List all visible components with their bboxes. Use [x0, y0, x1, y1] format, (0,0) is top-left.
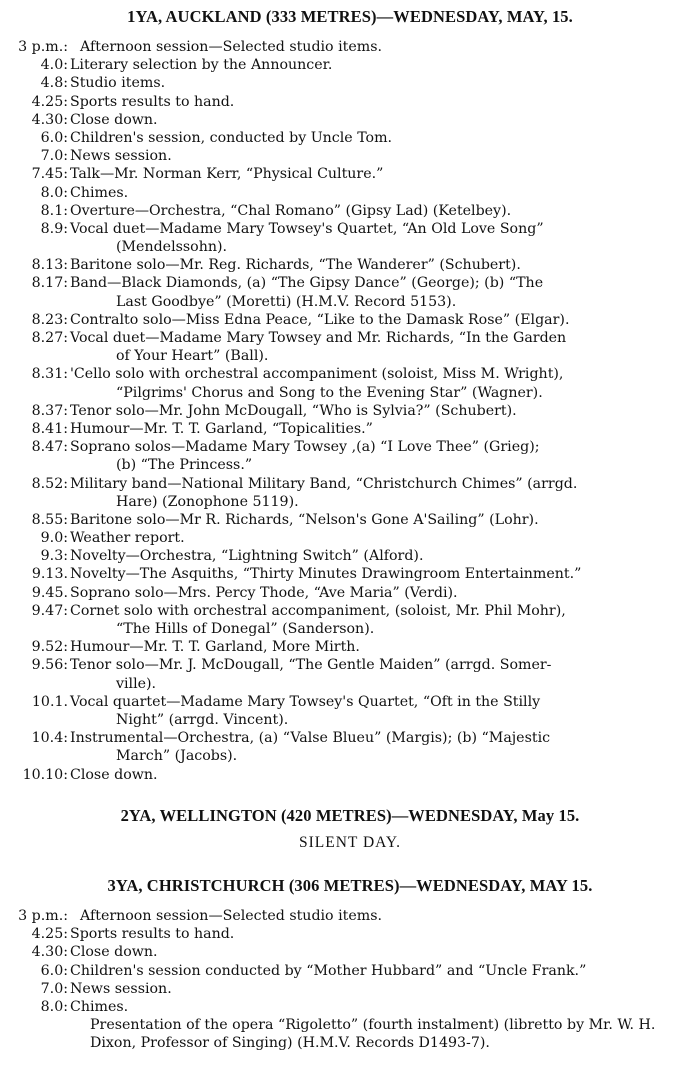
programme-entry	[0, 547, 700, 565]
programme-entry	[0, 256, 700, 274]
entry-text: Contralto solo—Miss Edna Peace, “Like to the Damask Rose” (Elgar).	[70, 311, 570, 328]
programme-entry-continuation	[0, 456, 700, 474]
programme-entry	[0, 129, 700, 147]
entry-text: Sports results to hand.	[70, 93, 235, 110]
entry-text: Novelty—The Asquiths, “Thirty Minutes Drawingroom Entertainment.”	[70, 566, 582, 583]
programme-entry	[0, 111, 700, 129]
entry-time: 6.0:	[40, 129, 68, 146]
programme-entry	[0, 274, 700, 292]
entry-time: 9.0:	[40, 530, 68, 547]
programme-entry-continuation	[0, 238, 700, 256]
entry-time: 10.1.	[31, 693, 68, 710]
programme-entry	[0, 962, 700, 980]
programme-entry	[0, 925, 700, 943]
programme-entry	[0, 729, 700, 747]
entry-text: Presentation of the opera “Rigoletto” (fourth instalment) (libretto by Mr. W. H. Dixon, Professor of Singing) (H.M.V. Records D1493-7).	[90, 1017, 656, 1052]
entry-text: Novelty—Orchestra, “Lightning Switch” (Alford).	[70, 548, 424, 565]
programme-entry-continuation	[0, 347, 700, 365]
entry-text: Literary selection by the Announcer.	[70, 57, 333, 74]
entry-time: 8.0:	[40, 184, 68, 201]
programme-entry	[0, 475, 700, 493]
entry-text: Talk—Mr. Norman Kerr, “Physical Culture.”	[70, 166, 384, 183]
entry-time: 3 p.m.:	[18, 39, 68, 55]
entry-text-continuation: of Your Heart” (Ball).	[116, 348, 269, 365]
entry-time: 9.45.	[31, 584, 68, 601]
entry-time: 8.17:	[31, 275, 68, 292]
entry-time: 6.0:	[40, 962, 68, 979]
programme-entry	[0, 638, 700, 656]
entry-text: Close down.	[70, 766, 158, 783]
entry-text: Chimes.	[70, 184, 129, 201]
entry-text-continuation: (Mendelssohn).	[116, 239, 228, 256]
entry-text: Afternoon session—Selected studio items.	[80, 39, 382, 55]
entry-time: 7.0:	[40, 980, 68, 997]
entry-time: 4.8:	[40, 75, 68, 92]
entry-time: 8.1:	[40, 202, 68, 219]
programme-entry-continuation	[0, 493, 700, 511]
entry-time: 9.52:	[31, 639, 68, 656]
entry-text: Overture—Orchestra, “Chal Romano” (Gipsy Lad) (Ketelbey).	[70, 202, 512, 219]
entry-time: 8.13:	[31, 257, 68, 274]
programme-entry	[0, 147, 700, 165]
entry-time: 8.52:	[31, 475, 68, 492]
entry-text: Soprano solo—Mrs. Percy Thode, “Ave Maria” (Verdi).	[70, 584, 458, 601]
programme-entry	[0, 907, 700, 925]
programme-entry	[0, 438, 700, 456]
entry-text-continuation: “The Hills of Donegal” (Sanderson).	[116, 621, 375, 637]
entry-time: 7.45:	[31, 166, 68, 183]
entry-time: 4.30:	[31, 111, 68, 128]
entry-time: 8.0:	[40, 998, 68, 1015]
programme-entry	[0, 943, 700, 961]
entry-text-continuation: Last Goodbye” (Moretti) (H.M.V. Record 5153).	[116, 293, 457, 310]
entry-text: Children's session conducted by “Mother Hubbard” and “Uncle Frank.”	[70, 962, 587, 979]
programme-entry	[0, 165, 700, 183]
entry-text: Sports results to hand.	[70, 926, 235, 943]
entry-text: Children's session, conducted by Uncle Tom.	[70, 129, 393, 146]
section-heading-1ya: 1YA, AUCKLAND (333 METRES)—WEDNESDAY, MAY, 15.	[127, 7, 573, 26]
entry-time: 8.27:	[31, 330, 68, 346]
entry-text: News session.	[70, 148, 172, 165]
programme-entry-continuation	[0, 711, 700, 729]
programme-entry	[0, 38, 700, 56]
programme-list-3ya	[0, 907, 700, 1071]
programme-entry	[0, 998, 700, 1016]
entry-text: Tenor solo—Mr. John McDougall, “Who is Sylvia?” (Schubert).	[70, 402, 517, 419]
entry-text: Military band—National Military Band, “Christchurch Chimes” (arrgd.	[70, 475, 578, 492]
entry-text: Vocal duet—Madame Mary Towsey's Quartet, “An Old Love Song”	[70, 220, 544, 237]
entry-text: Humour—Mr. T. T. Garland, More Mirth.	[70, 639, 360, 656]
entry-text: Tenor solo—Mr. J. McDougall, “The Gentle Maiden” (arrgd. Somer-	[70, 657, 552, 674]
entry-text-continuation: “Pilgrims' Chorus and Song to the Evening Star” (Wagner).	[116, 384, 543, 401]
entry-text: Baritone solo—Mr. Reg. Richards, “The Wanderer” (Schubert).	[70, 257, 521, 274]
entry-time: 10.4:	[31, 730, 68, 747]
entry-text-continuation: ville).	[116, 675, 157, 692]
programme-entry-continuation	[0, 747, 700, 765]
entry-time: 8.55:	[31, 511, 68, 528]
entry-text-continuation: March” (Jacobs).	[116, 748, 238, 765]
entry-time: 8.47:	[31, 439, 68, 456]
entry-text: Instrumental—Orchestra, (a) “Valse Blueu” (Margis); (b) “Majestic	[70, 730, 551, 747]
entry-text-continuation: (b) “The Princess.”	[116, 457, 253, 474]
entry-text: Baritone solo—Mr R. Richards, “Nelson's Gone A'Sailing” (Lohr).	[70, 511, 539, 528]
silent-day-notice: SILENT DAY.	[298, 834, 401, 851]
entry-time: 8.37:	[31, 402, 68, 419]
programme-entry-continuation	[0, 620, 700, 638]
entry-text: Vocal quartet—Madame Mary Towsey's Quartet, “Oft in the Stilly	[70, 693, 541, 710]
programme-entry	[0, 1016, 700, 1071]
entry-time: 4.25:	[31, 93, 68, 110]
entry-text: Afternoon session—Selected studio items.	[80, 908, 382, 924]
entry-text-continuation: Hare) (Zonophone 5119).	[116, 493, 299, 510]
entry-time: 8.23:	[31, 311, 68, 328]
programme-entry	[0, 93, 700, 111]
entry-text: Vocal duet—Madame Mary Towsey and Mr. Richards, “In the Garden	[70, 330, 567, 346]
entry-text: Close down.	[70, 111, 158, 128]
entry-text: Soprano solos—Madame Mary Towsey ,(a) “I Love Thee” (Grieg);	[70, 439, 540, 456]
programme-entry	[0, 766, 700, 784]
programme-entry-continuation	[0, 675, 700, 693]
programme-entry	[0, 584, 700, 602]
entry-time: 4.25:	[31, 926, 68, 943]
programme-entry	[0, 365, 700, 383]
entry-text: 'Cello solo with orchestral accompaniment (soloist, Miss M. Wright),	[70, 366, 564, 383]
entry-time: 9.3:	[40, 548, 68, 565]
programme-entry	[0, 220, 700, 238]
programme-entry	[0, 74, 700, 92]
programme-entry	[0, 602, 700, 620]
programme-entry	[0, 56, 700, 74]
programme-entry	[0, 311, 700, 329]
entry-text: Humour—Mr. T. T. Garland, “Topicalities.”	[70, 420, 373, 437]
entry-time: 10.10:	[22, 766, 68, 783]
programme-entry	[0, 693, 700, 711]
programme-entry	[0, 402, 700, 420]
entry-time: 8.9:	[40, 220, 68, 237]
entry-text: Weather report.	[70, 530, 185, 547]
programme-entry	[0, 420, 700, 438]
entry-time: 3 p.m.:	[18, 908, 68, 924]
entry-text: Studio items.	[70, 75, 166, 92]
section-heading-3ya: 3YA, CHRISTCHURCH (306 METRES)—WEDNESDAY, MAY 15.	[107, 876, 593, 895]
entry-time: 9.13.	[31, 566, 68, 583]
entry-time: 4.0:	[40, 57, 68, 74]
entry-text: Cornet solo with orchestral accompaniment, (soloist, Mr. Phil Mohr),	[70, 602, 566, 619]
programme-entry	[0, 565, 700, 583]
programme-entry	[0, 202, 700, 220]
entry-time: 4.30:	[31, 944, 68, 961]
entry-time: 7.0:	[40, 148, 68, 165]
programme-entry	[0, 980, 700, 998]
programme-entry-continuation	[0, 384, 700, 402]
entry-text: Chimes.	[70, 998, 129, 1015]
programme-entry	[0, 329, 700, 347]
programme-entry	[0, 529, 700, 547]
entry-time: 8.41:	[31, 420, 68, 437]
section-heading-2ya: 2YA, WELLINGTON (420 METRES)—WEDNESDAY, May 15.	[120, 806, 580, 825]
entry-time: 9.47:	[31, 602, 68, 619]
programme-entry	[0, 511, 700, 529]
entry-text: News session.	[70, 980, 172, 997]
entry-time: 9.56:	[31, 657, 68, 674]
programme-entry	[0, 184, 700, 202]
entry-text-continuation: Night” (arrgd. Vincent).	[116, 711, 289, 728]
programme-entry	[0, 656, 700, 674]
programme-entry-continuation	[0, 293, 700, 311]
entry-text: Band—Black Diamonds, (a) “The Gipsy Dance” (George); (b) “The	[70, 275, 544, 292]
programme-list-1ya	[0, 38, 700, 784]
entry-time: 8.31:	[31, 366, 68, 383]
entry-text: Close down.	[70, 944, 158, 961]
